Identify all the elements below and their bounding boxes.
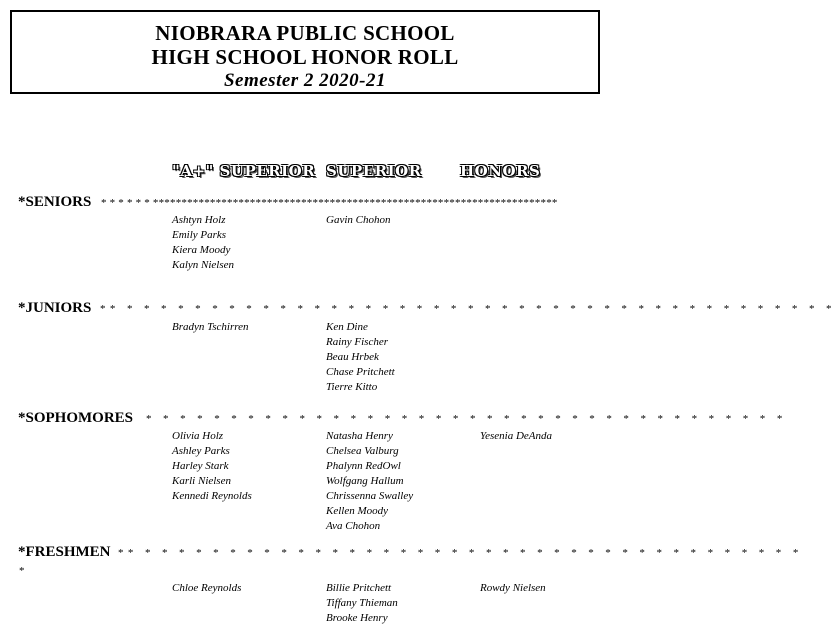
column-header-superior: SUPERIOR [326,162,422,180]
student-name: Olivia Holz [172,430,224,442]
title-box [10,10,600,94]
sophomores-honors-list [480,429,552,444]
juniors-a-plus-list [172,320,249,335]
freshmen-a-plus-list [172,581,241,596]
student-name: Ashtyn Holz [172,214,226,226]
student-name: Emily Parks [172,229,227,241]
star-divider-seniors: * * * * * * *********************************************************************** [101,197,558,209]
student-name: Chloe Reynolds [172,582,242,594]
student-name: Tiffany Thieman [326,597,398,609]
column-header-honors: HONORS [460,162,541,180]
star-divider-freshmen-wrap: * [19,565,25,577]
student-name: Natasha Henry [326,430,393,442]
student-name: Ava Chohon [326,520,381,532]
student-name: Tierre Kitto [326,381,378,393]
section-label-sophomores: *SOPHOMORES [18,410,134,426]
student-name: Ken Dine [326,321,368,333]
school-name: NIOBRARA PUBLIC SCHOOL [155,21,455,45]
student-name: Rainy Fischer [326,336,389,348]
section-label-seniors: *SENIORS [18,194,92,210]
student-name: Kellen Moody [326,505,389,517]
student-name: Kiera Moody [172,244,231,256]
section-label-freshmen: *FRESHMEN [18,544,111,560]
student-name: Gavin Chohon [326,214,391,226]
student-name: Karli Nielsen [172,475,231,487]
student-name: Chelsea Valburg [326,445,399,457]
student-name: Rowdy Nielsen [480,582,546,594]
student-name: Chase Pritchett [326,366,395,378]
student-name: Phalynn RedOwl [326,460,401,472]
seniors-a-plus-list [172,213,234,273]
document-title: HIGH SCHOOL HONOR ROLL [151,45,459,69]
sophomores-superior-list [326,429,413,534]
section-label-juniors: *JUNIORS [18,300,92,316]
star-divider-sophomores: * * * * * * * * * * * * * * * * * * * * * * * * * * * * * * * * * * * * * * [146,413,787,425]
freshmen-superior-list [326,581,398,626]
student-name: Wolfgang Hallum [326,475,404,487]
freshmen-honors-list [480,581,546,596]
student-name: Brooke Henry [326,612,388,624]
star-divider-juniors: ** * * * * * * * * * * * * * * * * * * * * * * * * * * * * * * * * * * * * * * * * * * [100,303,836,315]
student-name: Chrissenna Swalley [326,490,414,502]
sophomores-a-plus-list [172,429,252,504]
student-name: Bradyn Tschirren [172,321,249,333]
student-name: Ashley Parks [172,445,230,457]
star-divider-freshmen: ** * * * * * * * * * * * * * * * * * * * * * * * * * * * * * * * * * * * * * * * [118,547,803,559]
student-name: Harley Stark [172,460,229,472]
student-name: Beau Hrbek [326,351,379,363]
seniors-superior-list [326,213,390,228]
semester-label: Semester 2 2020-21 [223,70,387,91]
student-name: Yesenia DeAnda [480,430,553,442]
juniors-superior-list [326,320,395,395]
student-name: Kennedi Reynolds [172,490,252,502]
column-header-a-plus-superior: "A+" SUPERIOR [172,162,316,180]
student-name: Billie Pritchett [326,582,392,594]
student-name: Kalyn Nielsen [172,259,235,271]
